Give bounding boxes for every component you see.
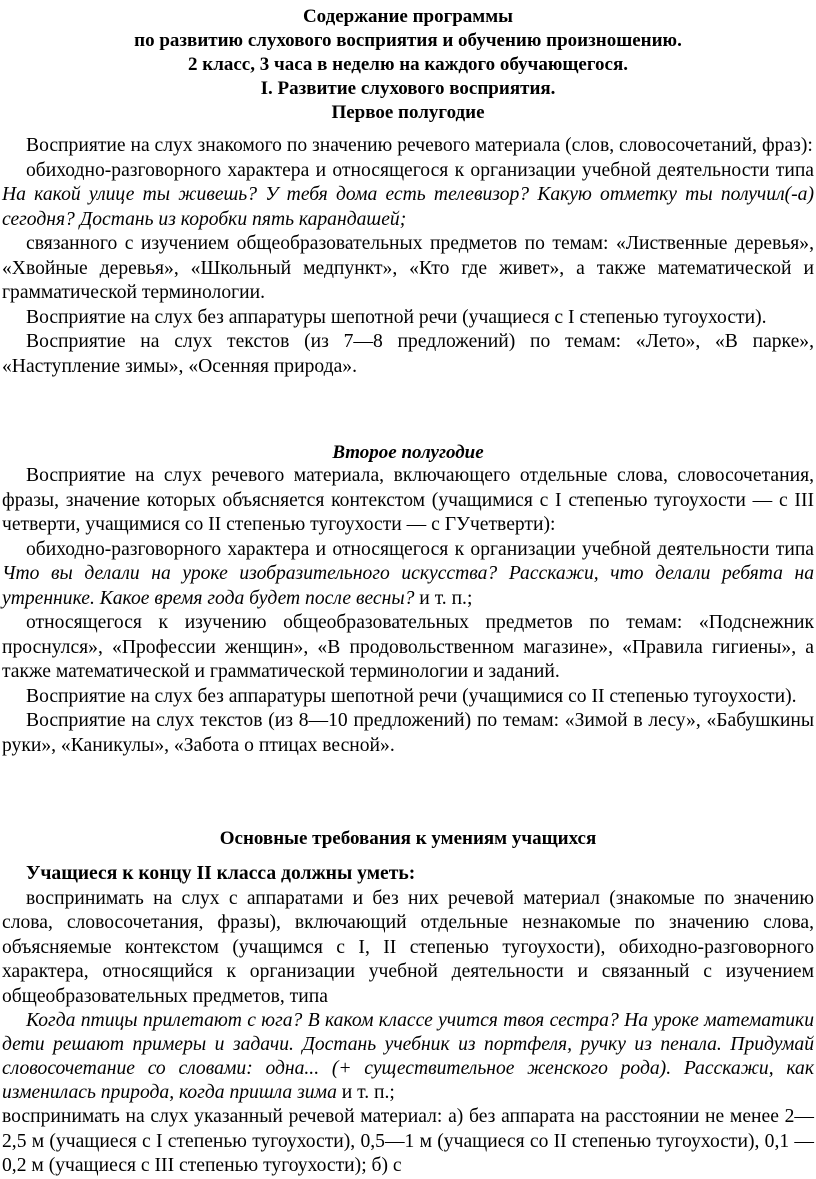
second-half-heading: Второе полугодие xyxy=(332,442,484,463)
paragraph: Восприятие на слух текстов (из 8—10 предложений) по темам: «Зимой в лесу», «Бабушкины руки», «Каникулы», «Забота о птицах весной». xyxy=(2,710,814,756)
paragraph: обиходно-разговорного характера и относящегося к организации учебной деятельности типа На какой улице ты живешь? У тебя дома есть телевизор? Какую отметку ты получил(-а) сегодня? Достань из коробки пять карандашей; xyxy=(2,159,814,230)
second-half-body xyxy=(2,464,814,758)
paragraph: относящегося к изучению общеобразовательных предметов по темам: «Подснежник проснулся», «Профессии женщин», «В продовольственном магазине», «Правила гигиены», а также математической и грамматической терминологии и заданий. xyxy=(2,612,814,682)
program-title: Содержание программы xyxy=(302,6,514,27)
paragraph: воспринимать на слух с аппаратами и без них речевой материал (знакомые по значению слова, словосочетания, фразы), включающий отдельные незнакомые по значению слова, объясняемые контекстом (учащимся с I, II степенью тугоухости), обиходно-разговорного характера, относящийся к организации учебной деятельности и связанный с изучением общеобразовательных предметов, типа xyxy=(2,887,814,1007)
first-half-body xyxy=(2,134,814,379)
requirements-heading: Основные требования к умениям учащихся xyxy=(219,828,597,849)
paragraph: Восприятие на слух речевого материала, включающего отдельные слова, словосочетания, фразы, значение которых объясняется контекстом (учащимися с I степенью тугоухости — с III четверти, учащимися со II степенью тугоухости — с ГУчетверти): xyxy=(2,465,814,535)
class-hours: 2 класс, 3 часа в неделю на каждого обучающегося. xyxy=(188,54,628,75)
program-subtitle: по развитию слухового восприятия и обучению произношению. xyxy=(134,30,682,51)
paragraph: Восприятие на слух без аппаратуры шепотной речи (учащиеся с I степенью тугоухости). xyxy=(26,306,767,328)
paragraph: Когда птицы прилетают с юга? В каком классе учится твоя сестра? На уроке математики дети решают примеры и задачи. Достань учебник из портфеля, ручку из пенала. Придумай словосочетание со словами: одна... (+ существительное женского рода). Расскажи, как изменилась природа, когда пришла зима и т. п.; xyxy=(2,1010,814,1103)
first-half-heading: Первое полугодие xyxy=(331,102,485,123)
requirements-subtitle: Учащиеся к концу II класса должны уметь: xyxy=(26,863,416,884)
requirements-body xyxy=(2,862,814,1179)
paragraph: Восприятие на слух текстов (из 7—8 предложений) по темам: «Лето», «В парке», «Наступление зимы», «Осенняя природа». xyxy=(2,331,814,377)
paragraph: воспринимать на слух указанный речевой материал: а) без аппарата на расстоянии не менее 2—2,5 м (учащиеся с I степенью тугоухости), 0,5—1 м (учащиеся со II степенью тугоухости), 0,1 — 0,2 м (учащиеся с III степенью тугоухости); б) с xyxy=(2,1106,814,1176)
paragraph: обиходно-разговорного характера и относящегося к организации учебной деятельности типа Что вы делали на уроке изобразительного искусства? Расскажи, что делали ребята на утреннике. Какое время года будет после весны? и т. п.; xyxy=(2,538,814,609)
paragraph: Восприятие на слух знакомого по значению речевого материала (слов, словосочетаний, фраз): xyxy=(26,135,813,156)
paragraph: Восприятие на слух без аппаратуры шепотной речи (учащимися со II степенью тугоухости). xyxy=(26,685,797,707)
section-heading: I. Развитие слухового восприятия. xyxy=(260,78,556,99)
paragraph: связанного с изучением общеобразовательных предметов по темам: «Лиственные деревья», «Хвойные деревья», «Школьный медпункт», «Кто где живет», а также математической и грамматической терминологии. xyxy=(2,233,814,303)
